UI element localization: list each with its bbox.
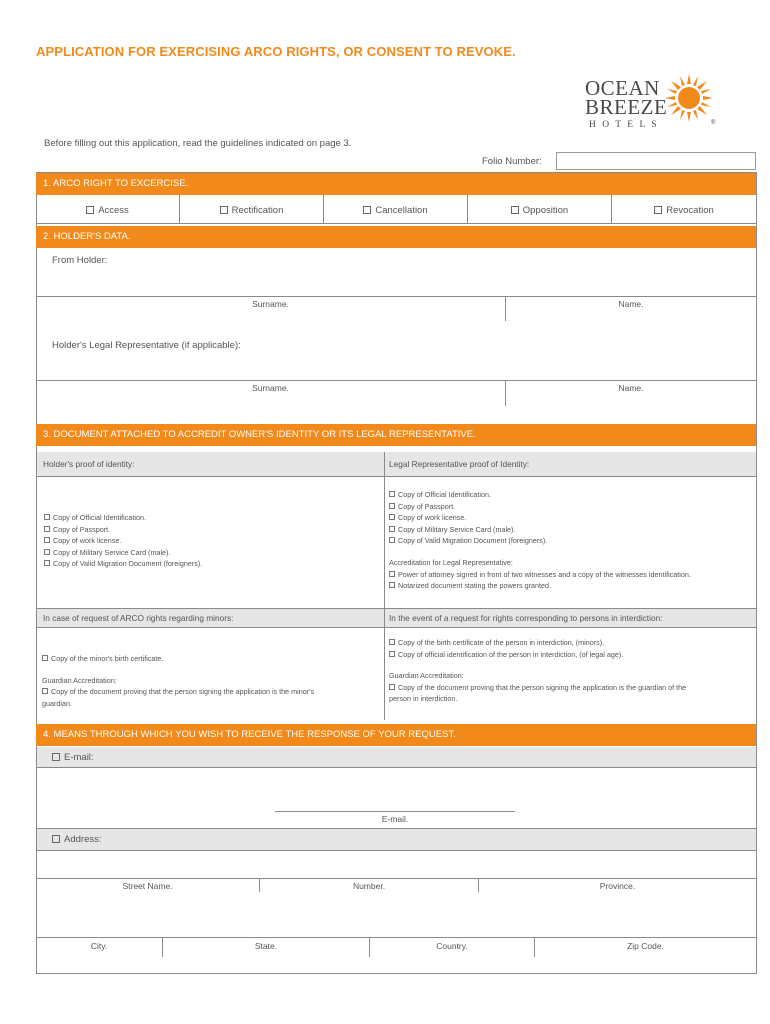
checkbox-icon[interactable]	[389, 503, 395, 509]
checkbox-icon[interactable]	[44, 526, 50, 532]
divider	[36, 380, 756, 381]
email-caption: E-mail.	[381, 814, 409, 824]
checkbox-icon[interactable]	[363, 206, 371, 214]
checkbox-icon[interactable]	[44, 560, 50, 566]
divider	[36, 767, 756, 768]
checkbox-icon[interactable]	[389, 639, 395, 645]
continuation-text: guardian.	[42, 698, 72, 708]
logo-breeze: BREEZE	[585, 95, 668, 119]
checkbox-icon[interactable]	[52, 753, 60, 761]
email-field[interactable]	[275, 786, 515, 810]
checkbox-icon[interactable]	[44, 514, 50, 520]
checkbox-icon[interactable]	[86, 206, 94, 214]
intro-text: Before filling out this application, read the guidelines indicated on page 3.	[44, 138, 352, 149]
checkbox-icon[interactable]	[389, 526, 395, 532]
continuation-text: person in interdiction.	[389, 694, 458, 704]
checkbox-icon[interactable]	[389, 582, 395, 588]
section-1-header: 1. ARCO RIGHT TO EXCERCISE.	[36, 173, 756, 195]
checkbox-icon[interactable]	[511, 206, 519, 214]
list-item[interactable]: Copy of the document proving that the person signing the application is the guardian of the	[389, 682, 686, 694]
divider	[36, 296, 756, 297]
holder-surname-caption: Surname.	[252, 299, 289, 309]
divider	[36, 850, 756, 851]
list-item[interactable]: Copy of Valid Migration Document (foreigners).	[389, 535, 691, 547]
holder-name-field[interactable]	[40, 270, 752, 294]
list-item[interactable]: Copy of the document proving that the person signing the application is the minor's	[42, 686, 314, 698]
ocean-breeze-logo	[585, 68, 725, 138]
option-access[interactable]: Access	[36, 205, 179, 216]
street-caption: Street Name.	[122, 881, 173, 891]
list-item[interactable]: Copy of Military Service Card (male).	[389, 524, 691, 536]
minors-title: In case of request of ARCO rights regarding minors:	[43, 613, 234, 623]
country-caption: Country.	[436, 941, 468, 951]
list-item[interactable]: Copy of work license.	[389, 512, 691, 524]
address-option-band	[37, 829, 756, 850]
divider	[36, 476, 756, 477]
legal-rep-surname-caption: Surname.	[252, 383, 289, 393]
checkbox-icon[interactable]	[654, 206, 662, 214]
address-option[interactable]: Address:	[52, 834, 102, 845]
list-item[interactable]: Notarized document stating the powers granted.	[389, 580, 691, 592]
checkbox-icon[interactable]	[389, 491, 395, 497]
guardian-title: Guardian Accreditation:	[42, 675, 117, 685]
legal-rep-name-caption: Name.	[618, 383, 644, 393]
section-4-header: 4. MEANS THROUGH WHICH YOU WISH TO RECEIVE THE RESPONSE OF YOUR REQUEST.	[36, 724, 756, 746]
list-item[interactable]: Copy of official identification of the person in interdiction, (of legal age).	[389, 649, 686, 661]
divider	[36, 223, 756, 224]
list-item[interactable]: Copy of Passport.	[44, 524, 202, 536]
list-item[interactable]: Copy of Official Identification.	[44, 512, 202, 524]
list-item[interactable]: Copy of the minor's birth certificate.	[42, 653, 314, 665]
list-item[interactable]: Copy of Valid Migration Document (foreigners).	[44, 558, 202, 570]
interdiction-list	[389, 637, 686, 705]
checkbox-icon[interactable]	[389, 514, 395, 520]
option-opposition[interactable]: Opposition	[468, 205, 611, 216]
legal-proof-list	[389, 489, 691, 592]
holder-proof-list	[44, 512, 202, 570]
folio-number-field[interactable]	[556, 152, 756, 170]
checkbox-icon[interactable]	[389, 651, 395, 657]
checkbox-icon[interactable]	[42, 655, 48, 661]
email-option-band	[37, 747, 756, 767]
section-2-header: 2. HOLDER'S DATA.	[36, 226, 756, 248]
holder-name-caption: Name.	[618, 299, 644, 309]
divider	[36, 937, 756, 938]
list-item[interactable]: Copy of Official Identification.	[389, 489, 691, 501]
folio-label: Folio Number:	[482, 156, 542, 167]
holder-proof-title: Holder's proof of identity:	[43, 459, 135, 469]
legal-proof-title: Legal Representative proof of Identity:	[389, 459, 530, 469]
street-field[interactable]	[40, 853, 752, 875]
divider	[36, 878, 756, 879]
divider	[384, 452, 385, 720]
from-holder-label: From Holder:	[52, 255, 108, 266]
list-item[interactable]: Power of attorney signed in front of two witnesses and a copy of the witnesses identification.	[389, 569, 691, 581]
option-rectification[interactable]: Rectification	[180, 205, 323, 216]
form-title: APPLICATION FOR EXERCISING ARCO RIGHTS, OR CONSENT TO REVOKE.	[36, 44, 516, 59]
checkbox-icon[interactable]	[389, 571, 395, 577]
accreditation-title: Accreditation for Legal Representative:	[389, 557, 513, 567]
divider	[36, 627, 756, 628]
logo-hotels: H O T E L S	[589, 120, 659, 130]
checkbox-icon[interactable]	[220, 206, 228, 214]
divider	[384, 609, 385, 627]
email-underline	[275, 811, 515, 812]
state-caption: State.	[254, 941, 278, 951]
list-item[interactable]: Copy of Military Service Card (male).	[44, 547, 202, 559]
logo-registered-mark: ®	[711, 120, 716, 126]
checkbox-icon[interactable]	[389, 684, 395, 690]
logo-ocean: OCEAN	[585, 76, 660, 100]
city-caption: City.	[90, 941, 108, 951]
checkbox-icon[interactable]	[52, 835, 60, 843]
minors-list	[42, 653, 314, 709]
list-item[interactable]: Copy of Passport.	[389, 501, 691, 513]
legal-rep-label: Holder's Legal Representative (if applicable):	[52, 340, 241, 351]
option-revocation[interactable]: Revocation	[612, 205, 756, 216]
section-3-header: 3. DOCUMENT ATTACHED TO ACCREDIT OWNER'S IDENTITY OR ITS LEGAL REPRESENTATIVE.	[36, 424, 756, 446]
province-caption: Province.	[599, 881, 636, 891]
checkbox-icon[interactable]	[389, 537, 395, 543]
number-caption: Number.	[352, 881, 386, 891]
list-item[interactable]: Copy of work license.	[44, 535, 202, 547]
checkbox-icon[interactable]	[44, 537, 50, 543]
city-field[interactable]	[40, 900, 752, 930]
guardian-title: Guardian Accreditation:	[389, 671, 464, 681]
email-option[interactable]: E-mail:	[52, 752, 94, 763]
list-item[interactable]: Copy of the birth certificate of the person in interdiction, (minors).	[389, 637, 686, 649]
checkbox-icon[interactable]	[42, 688, 48, 694]
zip-caption: Zip Code.	[627, 941, 664, 951]
option-cancellation[interactable]: Cancellation	[324, 205, 467, 216]
legal-rep-name-field[interactable]	[40, 355, 752, 379]
interdiction-title: In the event of a request for rights corresponding to persons in interdiction:	[389, 613, 663, 623]
checkbox-icon[interactable]	[44, 549, 50, 555]
